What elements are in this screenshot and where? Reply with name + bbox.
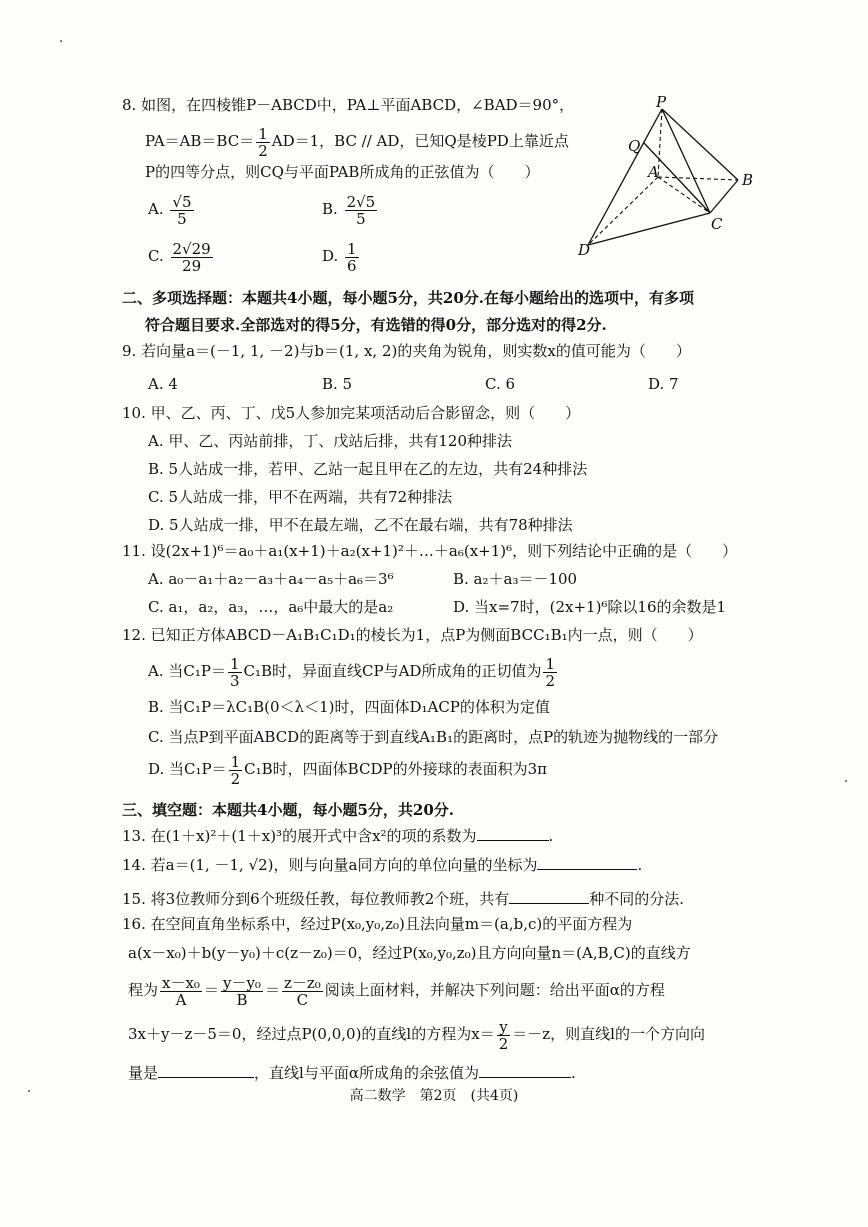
q12-a-frac2 xyxy=(543,656,557,689)
q14-answer-blank[interactable] xyxy=(537,855,637,870)
q9-option-c: C. 6 xyxy=(485,375,516,393)
q12-d-frac xyxy=(229,754,243,787)
frac-num: 1 xyxy=(230,752,241,771)
frac-num: 1 xyxy=(347,239,357,258)
option-d-frac xyxy=(345,241,359,274)
edge-ab xyxy=(658,177,738,180)
frac-den: 3 xyxy=(229,671,240,690)
q12-option-a xyxy=(148,652,559,690)
q15-text: 15. 将3位教师分到6个班级任教，每位教师教2个班，共有 xyxy=(122,890,510,908)
edge-pc xyxy=(662,109,710,213)
q13-answer-blank[interactable] xyxy=(477,826,549,841)
q9-option-b: B. 5 xyxy=(322,375,353,393)
frac-den: C xyxy=(296,990,309,1009)
frac-num: y－y₀ xyxy=(222,973,261,992)
section2-note: 符合题目要求.全部选对的得5分，有选错的得0分，部分选对的得2分. xyxy=(145,316,607,334)
q11-stem: 11. 设(2x+1)⁶＝a₀＋a₁(x+1)＋a₂(x+1)²＋…＋a₆(x+1)⁶，则下列结论中正确的是（ ） xyxy=(122,542,738,560)
q12-option-c: C. 当点P到平面ABCD的距离等于到直线A₁B₁的距离时，点P的轨迹为抛物线的一部分 xyxy=(148,728,719,746)
edge-dc xyxy=(588,213,710,245)
frac-num: √5 xyxy=(172,192,192,211)
q16-frac-x xyxy=(160,975,202,1008)
q8-half-frac xyxy=(256,126,270,159)
frac-den: 6 xyxy=(347,256,357,275)
option-label: C. xyxy=(148,247,164,265)
q10-option-d: D. 5人站成一排，甲不在最左端，乙不在最右端，共有78种排法 xyxy=(148,516,573,534)
q8-option-a xyxy=(148,190,196,228)
frac-den: 2 xyxy=(498,1034,509,1053)
edge-ad xyxy=(588,177,658,245)
q12-d-pre: D. 当C₁P＝ xyxy=(148,760,227,778)
q13 xyxy=(122,826,553,846)
frac-num: 2√29 xyxy=(172,239,211,258)
frac-den: 29 xyxy=(182,256,202,275)
q8-option-d xyxy=(322,237,361,275)
option-a-frac xyxy=(170,194,193,227)
q16-direction-blank[interactable] xyxy=(158,1063,254,1078)
frac-den: A xyxy=(175,990,187,1009)
frac-num: x－x₀ xyxy=(162,973,200,992)
q8-line2-b: AD＝1，BC // AD，已知Q是棱PD上靠近点 xyxy=(271,132,569,150)
q14-end: . xyxy=(637,856,643,874)
q16-l5-pre: 量是 xyxy=(128,1064,159,1082)
label-b: B xyxy=(742,171,754,189)
scan-speck xyxy=(28,1090,30,1092)
edge-pb xyxy=(662,109,738,180)
frac-num: 1 xyxy=(545,654,555,673)
q16-l4-post: ＝－z，则直线l的一个方向向 xyxy=(512,1025,705,1043)
frac-den: B xyxy=(236,990,248,1009)
scan-speck xyxy=(845,780,847,782)
q16-frac-half-y xyxy=(497,1019,511,1052)
q11-option-a: A. a₀－a₁＋a₂－a₃＋a₄－a₅＋a₆＝3⁶ xyxy=(148,570,394,588)
q16-l5-end: . xyxy=(570,1064,576,1082)
q16-l3-post: 阅读上面材料，并解决下列问题：给出平面α的方程 xyxy=(324,981,665,999)
q16-frac-z xyxy=(282,975,323,1008)
section2-heading: 二、多项选择题：本题共4小题，每小题5分，共20分.在每小题给出的选项中，有多项 xyxy=(122,289,694,307)
q8-line2 xyxy=(145,124,569,159)
q9-option-a: A. 4 xyxy=(148,375,178,393)
q14 xyxy=(122,855,642,875)
q16-line5 xyxy=(128,1063,576,1083)
pyramid-figure xyxy=(570,95,770,265)
q11-option-d: D. 当x=7时，(2x+1)⁶除以16的余数是1 xyxy=(453,598,727,616)
option-label: A. xyxy=(148,200,164,218)
label-q: Q xyxy=(628,137,641,155)
frac-den: 5 xyxy=(356,209,366,228)
q16-frac-y xyxy=(221,975,263,1008)
frac-num: 1 xyxy=(229,654,240,673)
q8-line3: P的四等分点，则CQ与平面PAB所成角的正弦值为（ ） xyxy=(145,163,540,181)
q16-line2: a(x－x₀)＋b(y－y₀)＋c(z－z₀)＝0，经过P(x₀,y₀,z₀)且方向向量n＝(A,B,C)的直线方 xyxy=(128,944,691,962)
q11-option-c: C. a₁，a₂，a₃，…，a₆中最大的是a₂ xyxy=(148,598,394,616)
q16-l3-pre: 程为 xyxy=(128,981,159,999)
option-label: B. xyxy=(322,200,338,218)
frac-den: 2 xyxy=(545,671,555,690)
q12-d-mid: C₁B时，四面体BCDP的外接球的表面积为3π xyxy=(244,760,547,778)
q10-option-a: A. 甲、乙、丙站前排，丁、戊站后排，共有120种排法 xyxy=(148,432,513,450)
q11-option-b: B. a₂＋a₃＝－100 xyxy=(453,570,578,588)
scan-speck xyxy=(60,40,62,42)
section3-heading: 三、填空题：本题共4小题，每小题5分，共20分. xyxy=(122,801,454,819)
q16-line1: 16. 在空间直角坐标系中，经过P(x₀,y₀,z₀)且法向量m＝(a,b,c)的平面方程为 xyxy=(122,915,633,933)
q15 xyxy=(122,889,684,909)
q15-answer-blank[interactable] xyxy=(509,889,589,904)
frac-num: 2√5 xyxy=(346,192,376,211)
q12-option-d xyxy=(148,750,547,788)
q13-end: . xyxy=(548,827,554,845)
q12-a-mid: C₁B时，异面直线CP与AD所成角的正切值为 xyxy=(243,662,542,680)
option-c-frac xyxy=(171,241,213,274)
q8-line2-a: PA＝AB＝BC＝ xyxy=(145,132,255,150)
frac-num: 1 xyxy=(258,124,268,143)
q16-l5-mid: ，直线l与平面α所成角的余弦值为 xyxy=(254,1064,479,1082)
label-a: A xyxy=(648,163,659,181)
q12-option-b: B. 当C₁P＝λC₁B(0＜λ＜1)时，四面体D₁ACP的体积为定值 xyxy=(148,698,550,716)
q12-stem: 12. 已知正方体ABCD－A₁B₁C₁D₁的棱长为1，点P为侧面BCC₁B₁内一点，则（ ） xyxy=(122,626,703,644)
option-label: D. xyxy=(322,247,339,265)
q9-stem: 9. 若向量a＝(－1, 1, －2)与b＝(1, x, 2)的夹角为锐角，则实数x的值可能为（ ） xyxy=(122,342,691,360)
q12-a-pre: A. 当C₁P＝ xyxy=(148,662,226,680)
q10-option-c: C. 5人站成一排，甲不在两端，共有72种排法 xyxy=(148,488,453,506)
frac-den: 2 xyxy=(230,769,241,788)
frac-num: y xyxy=(497,1019,511,1036)
option-b-frac xyxy=(345,194,378,227)
q9-option-d: D. 7 xyxy=(648,375,679,393)
label-d: D xyxy=(578,241,591,259)
q16-line3: 程为 $\frac{\text{x－x₀}}{A}$ ＝ $\frac{\text{y－y₀}}{B}$ ＝ $\frac{\text{z－z₀}}{C}$ 阅读上面材料，并解决下列问题：给出平面α的方程 xyxy=(128,973,665,1009)
label-p: P xyxy=(656,95,667,111)
q10-stem: 10. 甲、乙、丙、丁、戊5人参加完某项活动后合影留念，则（ ） xyxy=(122,404,581,422)
q13-text: 13. 在(1＋x)²＋(1＋x)³的展开式中含x²的项的系数为 xyxy=(122,827,477,845)
q16-l4-pre: 3x＋y－z－5＝0，经过点P(0,0,0)的直线l的方程为x＝ xyxy=(128,1025,495,1043)
q16-cosine-blank[interactable] xyxy=(479,1063,571,1078)
q8-option-c xyxy=(148,237,215,275)
q10-option-b: B. 5人站成一排，若甲、乙站一起且甲在乙的左边，共有24种排法 xyxy=(148,460,588,478)
q15-end: 种不同的分法. xyxy=(589,890,685,908)
q14-text: 14. 若a＝(1, －1, √2)，则与向量a同方向的单位向量的坐标为 xyxy=(122,856,538,874)
q12-a-frac xyxy=(228,656,242,689)
page-footer: 高二数学 第2页 (共4页) xyxy=(349,1088,519,1104)
frac-num: z－z₀ xyxy=(283,973,321,992)
frac-den: 2 xyxy=(258,141,268,160)
frac-den: 5 xyxy=(177,209,187,228)
label-c: C xyxy=(711,215,723,233)
q8-option-b xyxy=(322,190,379,228)
edge-bc xyxy=(710,180,738,213)
q8-line1: 8. 如图，在四棱锥P－ABCD中，PA⊥平面ABCD，∠BAD＝90°， xyxy=(122,96,575,114)
q16-line4 xyxy=(128,1014,705,1054)
